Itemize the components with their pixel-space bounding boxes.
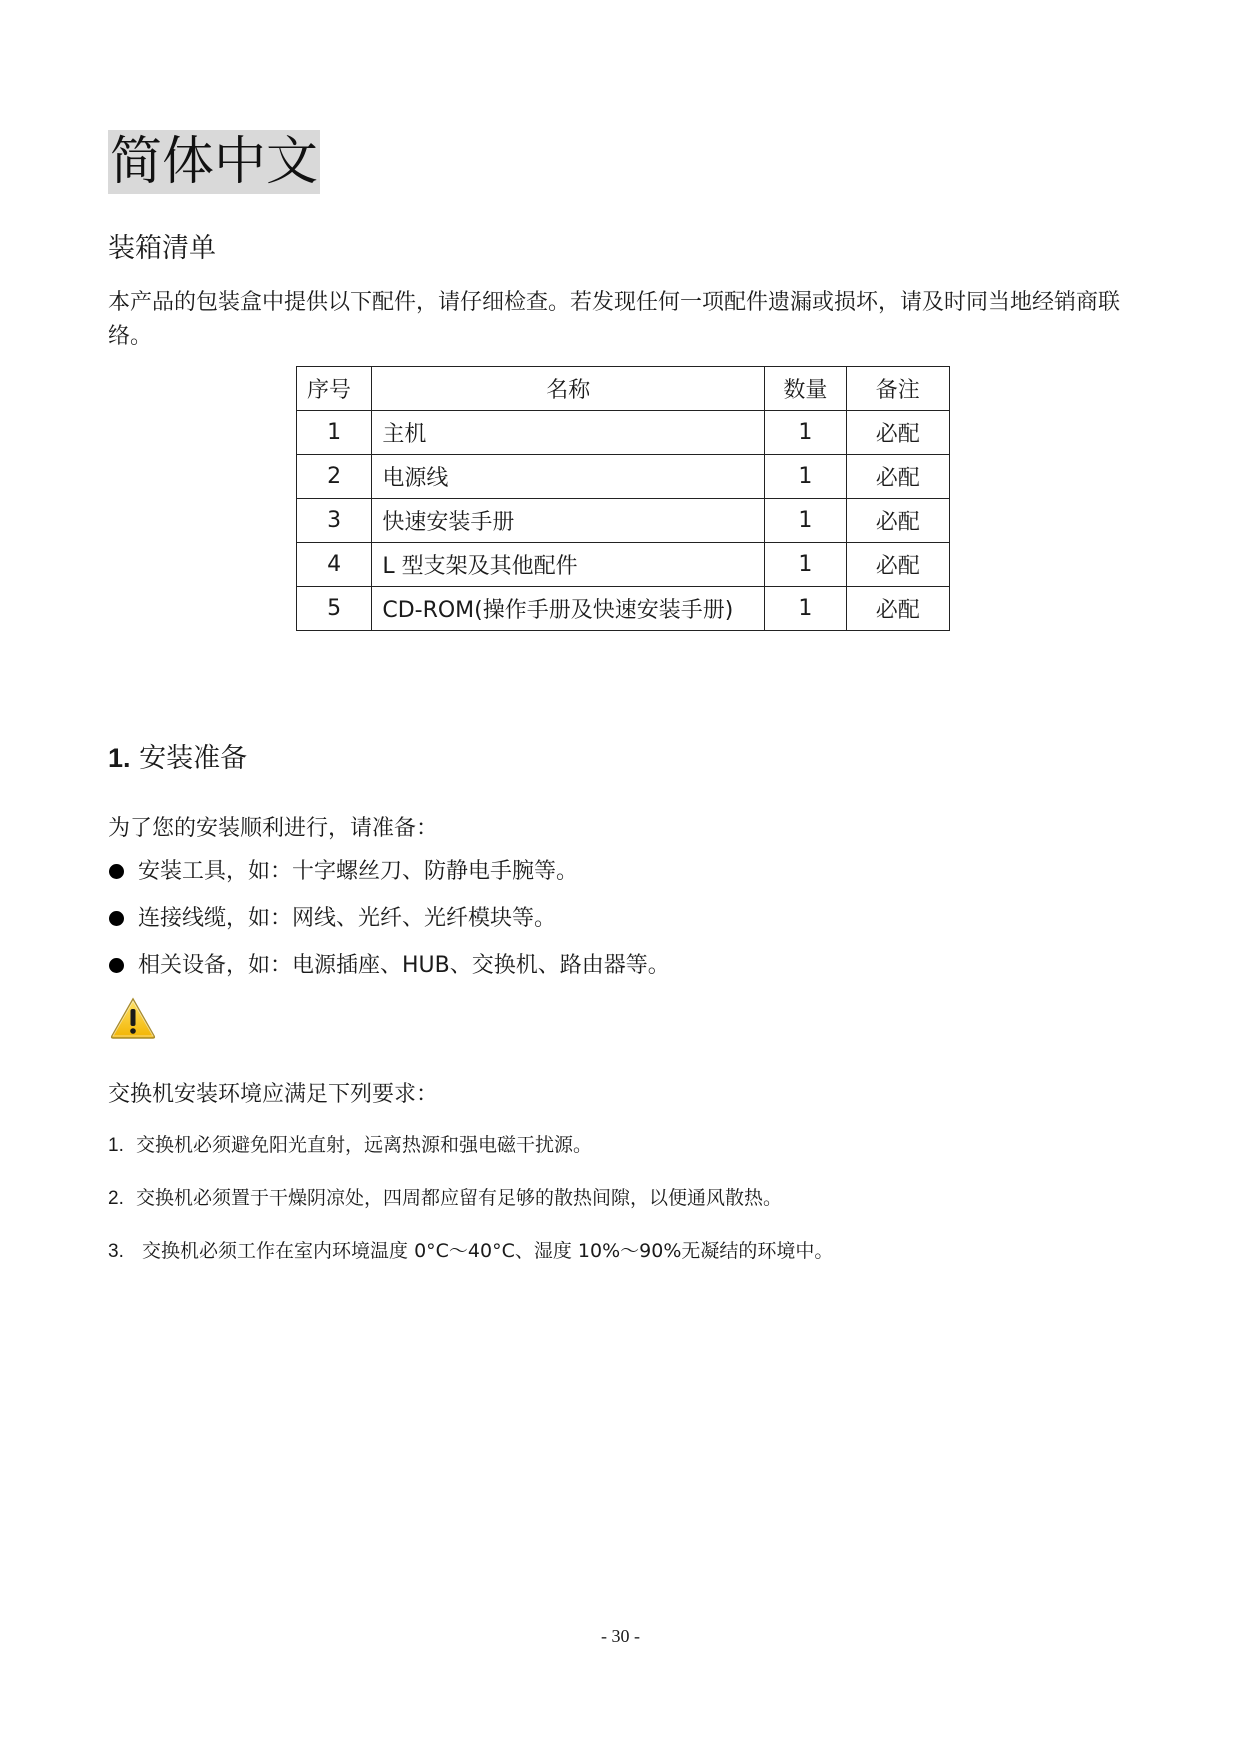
column-header-quantity: 数量 [765,367,846,411]
table-header-row [297,367,950,411]
environment-intro: 交换机安装环境应满足下列要求： [108,1082,439,1107]
row-quantity: 1 [765,587,846,631]
list-item-text: 交换机必须工作在室内环境温度 0°C～40°C、湿度 10%～90%无凝结的环境中。 [136,1240,834,1262]
bullet-icon [109,958,124,973]
list-item-text: 安装工具，如：十字螺丝刀、防静电手腕等。 [138,859,579,884]
preparation-intro: 为了您的安装顺利进行，请准备： [108,816,439,841]
item-number: 2. [108,1188,124,1209]
row-number: 5 [297,587,372,631]
bullet-icon [109,911,124,926]
list-item [108,1181,833,1234]
row-number: 4 [297,543,372,587]
row-note: 必配 [846,543,950,587]
row-quantity: 1 [765,499,846,543]
list-item-text: 交换机必须置于干燥阴凉处，四周都应留有足够的散热间隙，以便通风散热。 [136,1187,783,1209]
table-row [297,499,950,543]
bullet-icon [109,864,124,879]
section-number: 1. [108,743,131,773]
list-item [108,1128,833,1181]
section-heading [108,740,247,777]
row-name: 主机 [372,411,765,455]
packing-list-heading: 装箱清单 [108,233,216,264]
list-item-text: 连接线缆，如：网线、光纤、光纤模块等。 [138,906,557,931]
row-note: 必配 [846,411,950,455]
packing-intro-text: 本产品的包装盒中提供以下配件，请仔细检查。若发现任何一项配件遗漏或损坏，请及时同当地经销商联络。 [108,290,1121,349]
table-row [297,455,950,499]
packing-list-table [296,366,950,631]
row-quantity: 1 [765,543,846,587]
item-number: 1. [108,1135,124,1156]
warning-triangle-icon [109,996,157,1040]
row-note: 必配 [846,587,950,631]
row-name: L 型支架及其他配件 [372,543,765,587]
table-row [297,543,950,587]
row-quantity: 1 [765,455,846,499]
column-header-name: 名称 [372,367,765,411]
row-name: 快速安装手册 [372,499,765,543]
list-item-text: 相关设备，如：电源插座、HUB、交换机、路由器等。 [138,953,670,978]
section-title: 安装准备 [139,743,248,774]
preparation-list [108,855,670,996]
item-number: 3. [108,1241,124,1262]
list-item [108,855,670,902]
table-row [297,411,950,455]
environment-requirements-list [108,1128,833,1287]
row-number: 1 [297,411,372,455]
column-header-note: 备注 [846,367,950,411]
language-title: 简体中文 [110,132,319,192]
row-note: 必配 [846,455,950,499]
row-quantity: 1 [765,411,846,455]
table-row [297,587,950,631]
row-name: 电源线 [372,455,765,499]
list-item [108,902,670,949]
row-name: CD-ROM(操作手册及快速安装手册) [372,587,765,631]
row-number: 2 [297,455,372,499]
list-item-text: 交换机必须避免阳光直射，远离热源和强电磁干扰源。 [136,1134,593,1156]
row-number: 3 [297,499,372,543]
page-number: - 30 - [601,1626,640,1646]
row-note: 必配 [846,499,950,543]
list-item [108,949,670,996]
column-header-number: 序号 [297,367,372,411]
list-item [108,1234,833,1287]
